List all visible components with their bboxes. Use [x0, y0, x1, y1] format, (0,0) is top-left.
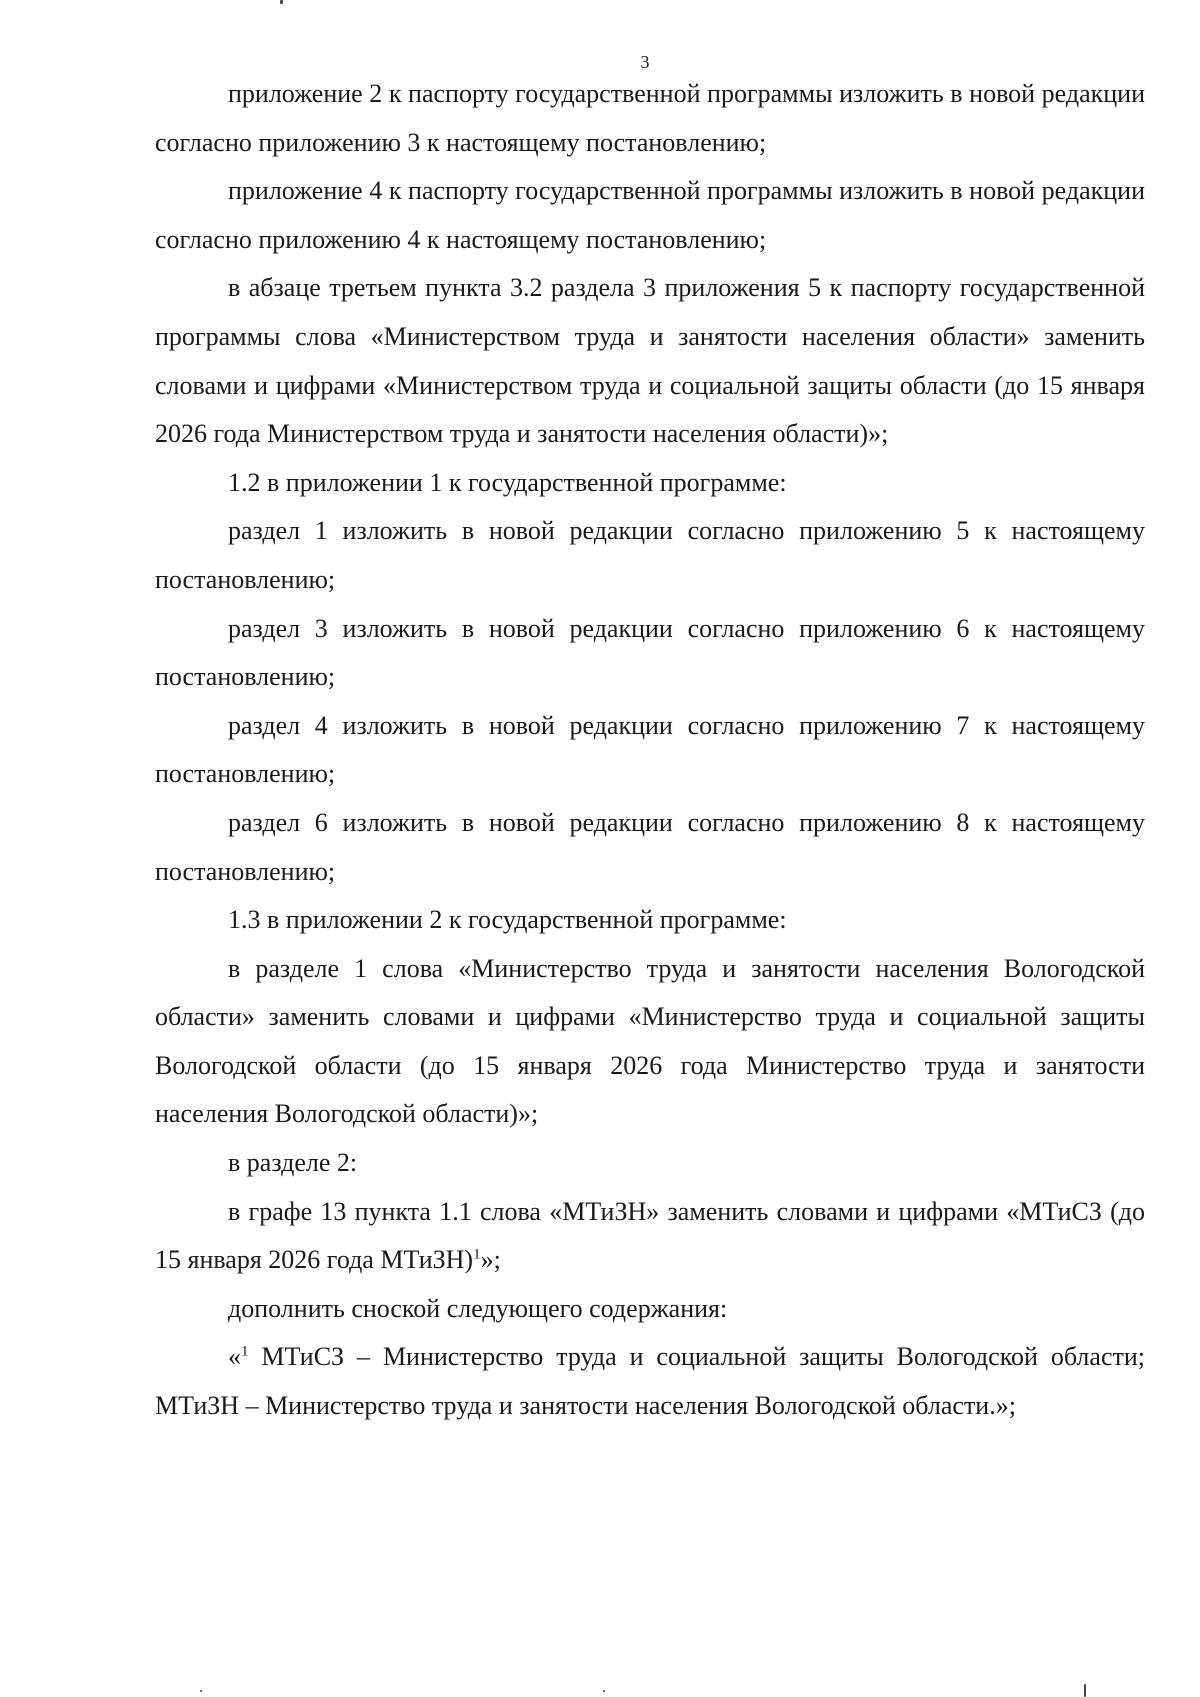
document-body: [155, 70, 1145, 1431]
paragraph-item-1-2: 1.2 в приложении 1 к государственной программе:: [228, 467, 787, 497]
footnote-open-quote: «: [228, 1342, 241, 1372]
paragraph-section-6: раздел 6 изложить в новой редакции согласно приложению 8 к настоящему постановлению;: [155, 807, 1145, 886]
paragraph-annex-5-amendment: в абзаце третьем пункта 3.2 раздела 3 приложения 5 к паспорту государственной программы слова «Министерством труда и занятости населения области» заменить словами и цифрами «Министерством труда и социальной защиты области (до 15 января 2026 года Министерством труда и занятости населения области)»;: [155, 273, 1145, 449]
paragraph-section-3: раздел 3 изложить в новой редакции согласно приложению 6 к настоящему постановлению;: [155, 613, 1145, 692]
paragraph-annex-2: приложение 2 к паспорту государственной программы изложить в новой редакции согласно приложению 3 к настоящему постановлению;: [155, 79, 1145, 157]
paragraph-annex-4: приложение 4 к паспорту государственной программы изложить в новой редакции согласно приложению 4 к настоящему постановлению;: [155, 176, 1145, 254]
paragraph-section-1-words: в разделе 1 слова «Министерство труда и занятости населения Вологодской области» заменить словами и цифрами «Министерство труда и социальной защиты Вологодской области (до 15 января 2026 года Министерство труда и занятости населения Вологодской области)»;: [155, 953, 1145, 1129]
scan-speck: [200, 1690, 202, 1692]
paragraph-section-1: раздел 1 изложить в новой редакции согласно приложению 5 к настоящему постановлению;: [155, 516, 1145, 594]
paragraph-section-4: раздел 4 изложить в новой редакции согласно приложению 7 к настоящему постановлению;: [155, 710, 1145, 789]
paragraph-item-1-3: 1.3 в приложении 2 к государственной программе:: [228, 905, 787, 935]
paragraph-add-footnote: дополнить сноской следующего содержания:: [228, 1293, 728, 1323]
footnote-text: МТиСЗ – Министерство труда и социальной защиты Вологодской области; МТиЗН – Министерство труда и занятости населения Вологодской области.»;: [155, 1342, 1145, 1421]
footnote-marker: 1: [241, 1343, 249, 1360]
column-13-closing: »;: [480, 1245, 501, 1275]
page-number: 3: [640, 52, 650, 72]
footnote-marker: 1: [473, 1246, 481, 1263]
paragraph-footnote-content: [155, 1333, 1145, 1430]
paragraph-column-13: [155, 1188, 1145, 1285]
scan-speck: [603, 1690, 605, 1692]
column-13-text: в графе 13 пункта 1.1 слова «МТиЗН» заменить словами и цифрами «МТиСЗ (до 15 января 2026 года МТиЗН): [155, 1196, 1145, 1275]
paragraph-section-2: в разделе 2:: [228, 1148, 358, 1178]
scan-speck: [280, 0, 283, 4]
scan-speck: [1084, 1684, 1086, 1697]
